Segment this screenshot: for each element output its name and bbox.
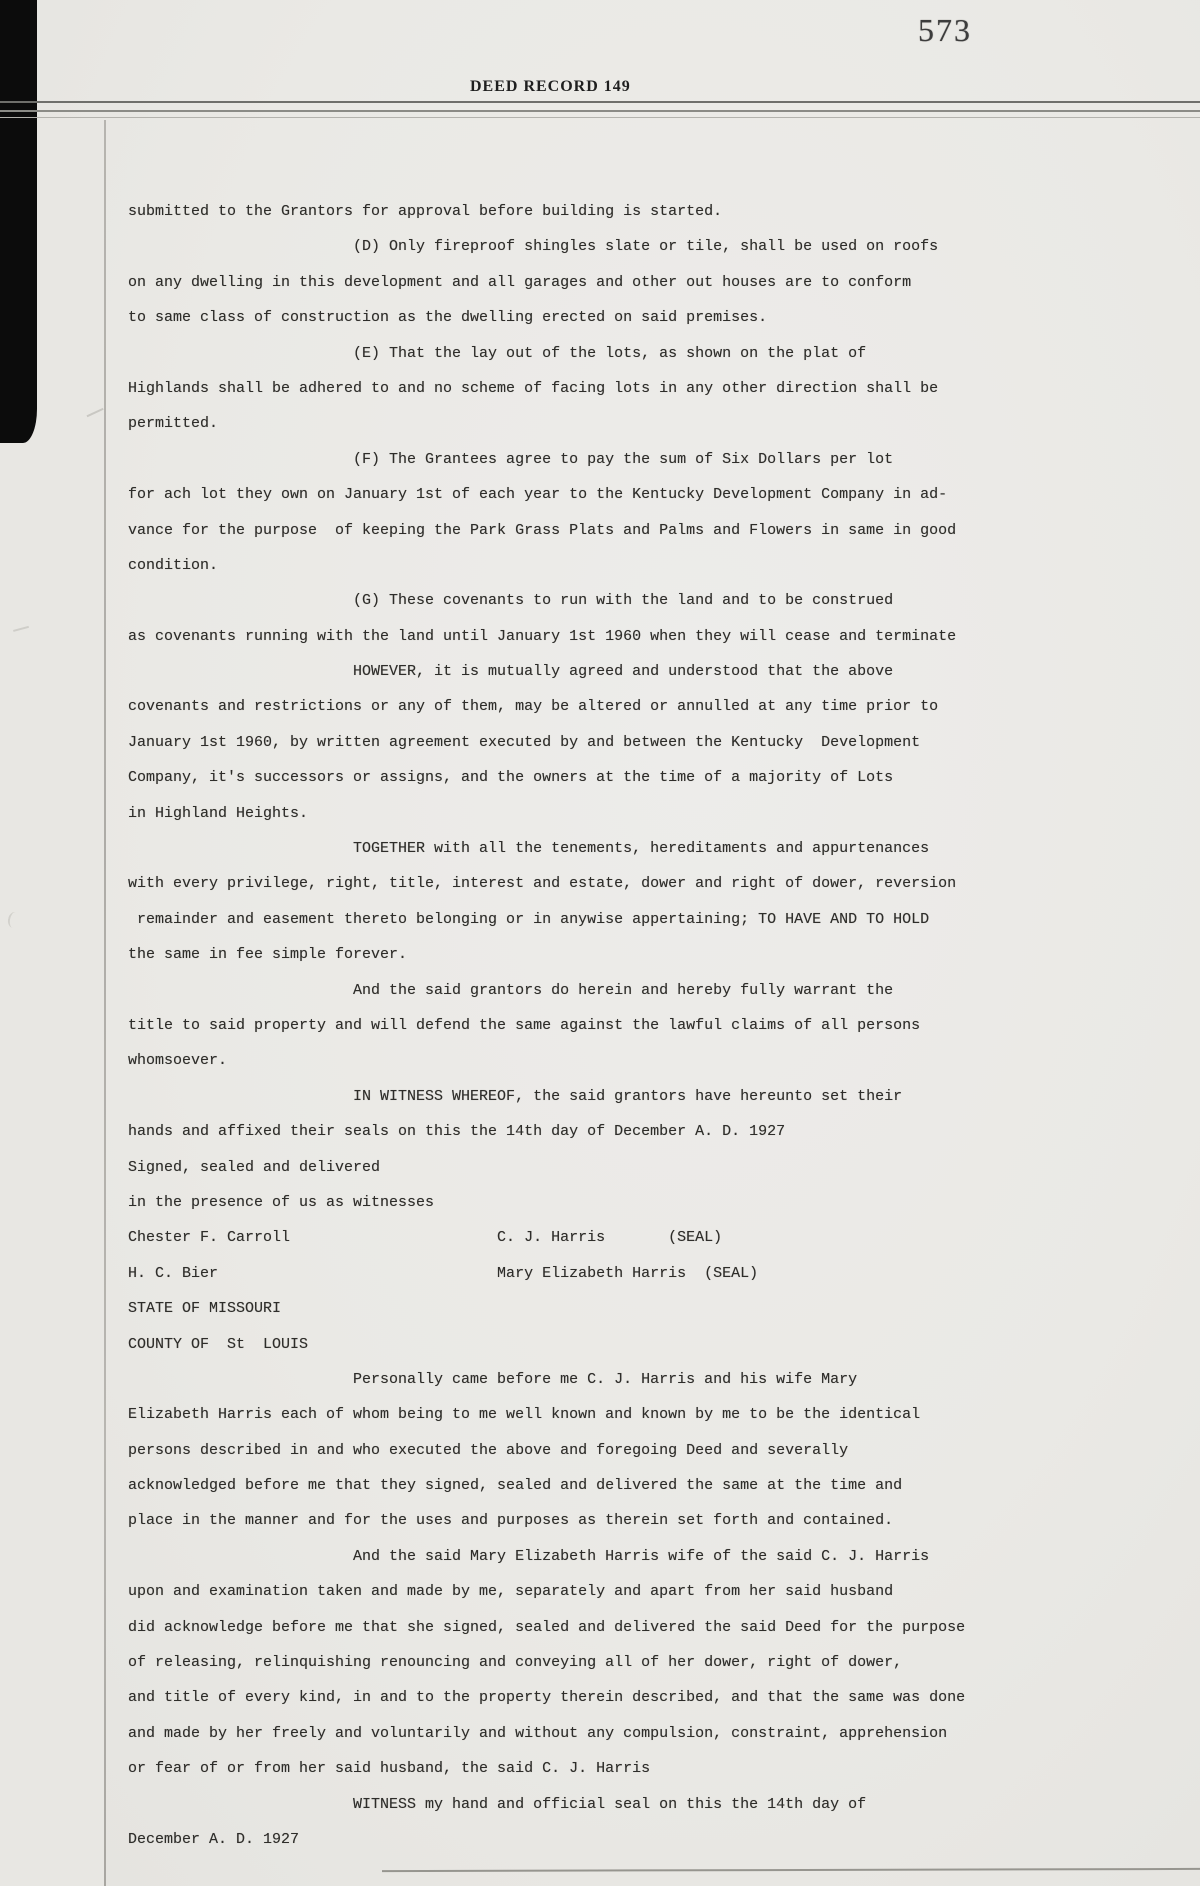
document-line: vance for the purpose of keeping the Park Grass Plats and Palms and Flowers in same in good: [128, 521, 957, 539]
document-line: Highlands shall be adhered to and no scheme of facing lots in any other direction shall be: [128, 379, 939, 397]
document-line: acknowledged before me that they signed, sealed and delivered the same at the time and: [128, 1477, 903, 1495]
document-line: on any dwelling in this development and all garages and other out houses are to conform: [128, 273, 912, 291]
document-line: Company, it's successors or assigns, and the owners at the time of a majority of Lots: [128, 769, 894, 787]
document-line: (G) These covenants to run with the land and to be construed: [128, 592, 894, 610]
bottom-edge-line: [382, 1868, 1200, 1872]
document-line: title to said property and will defend the same against the lawful claims of all persons: [128, 1016, 921, 1034]
document-line: STATE OF MISSOURI: [128, 1300, 282, 1318]
document-line: COUNTY OF St LOUIS: [128, 1335, 309, 1353]
scan-dark-edge: [0, 0, 37, 443]
document-line: as covenants running with the land until January 1st 1960 when they will cease and terminate: [128, 627, 957, 645]
document-line: WITNESS my hand and official seal on this the 14th day of: [128, 1795, 867, 1813]
document-line: in the presence of us as witnesses: [128, 1193, 435, 1211]
document-line: HOWEVER, it is mutually agreed and understood that the above: [128, 663, 894, 681]
document-line: submitted to the Grantors for approval before building is started.: [128, 203, 723, 220]
document-line: covenants and restrictions or any of them, may be altered or annulled at any time prior to: [128, 698, 939, 716]
document-line: with every privilege, right, title, interest and estate, dower and right of dower, reversion: [128, 875, 957, 893]
document-line: did acknowledge before me that she signed, sealed and delivered the said Deed for the purpose: [128, 1618, 966, 1636]
document-line: Chester F. Carroll C. J. Harris (SEAL): [128, 1229, 723, 1247]
header-rule-bottom: [0, 117, 1200, 118]
document-line: Elizabeth Harris each of whom being to me well known and known by me to be the identical: [128, 1406, 921, 1424]
header-rule-top: [0, 101, 1200, 103]
document-line: Personally came before me C. J. Harris and his wife Mary: [128, 1370, 858, 1388]
document-line: IN WITNESS WHEREOF, the said grantors have hereunto set their: [128, 1087, 903, 1105]
document-line: remainder and easement thereto belonging or in anywise appertaining; TO HAVE AND TO HOLD: [128, 910, 930, 928]
document-line: and title of every kind, in and to the property therein described, and that the same was done: [128, 1689, 966, 1707]
document-line: in Highland Heights.: [128, 804, 309, 822]
deed-text-block: [128, 194, 1008, 1857]
document-line: and made by her freely and voluntarily and without any compulsion, constraint, apprehension: [128, 1724, 948, 1742]
document-line: Signed, sealed and delivered: [128, 1158, 381, 1176]
document-line: or fear of or from her said husband, the said C. J. Harris: [128, 1760, 651, 1778]
document-line: (E) That the lay out of the lots, as shown on the plat of: [128, 344, 867, 362]
header-title: DEED RECORD 149: [470, 78, 631, 95]
page-crease-line: [104, 120, 106, 1886]
document-line: place in the manner and for the uses and purposes as therein set forth and contained.: [128, 1512, 894, 1530]
document-line: to same class of construction as the dwelling erected on said premises.: [128, 309, 768, 327]
document-line: for ach lot they own on January 1st of each year to the Kentucky Development Company in ad-: [128, 486, 948, 504]
document-line: condition.: [128, 556, 219, 574]
header-rule-middle: [0, 110, 1200, 112]
document-line: (F) The Grantees agree to pay the sum of Six Dollars per lot: [128, 450, 894, 468]
document-line: permitted.: [128, 415, 219, 433]
document-line: TOGETHER with all the tenements, hereditaments and appurtenances: [128, 840, 930, 858]
document-line: of releasing, relinquishing renouncing and conveying all of her dower, right of dower,: [128, 1654, 903, 1672]
document-line: And the said Mary Elizabeth Harris wife of the said C. J. Harris: [128, 1547, 930, 1565]
document-line: (D) Only fireproof shingles slate or tile, shall be used on roofs: [128, 238, 939, 256]
document-line: whomsoever.: [128, 1052, 228, 1070]
document-line: January 1st 1960, by written agreement executed by and between the Kentucky Development: [128, 733, 921, 751]
document-line: And the said grantors do herein and hereby fully warrant the: [128, 981, 894, 999]
document-line: the same in fee simple forever.: [128, 946, 408, 964]
page-number: 573: [918, 12, 972, 48]
document-line: upon and examination taken and made by me, separately and apart from her said husband: [128, 1583, 894, 1601]
document-line: persons described in and who executed the above and foregoing Deed and severally: [128, 1441, 849, 1459]
document-line: H. C. Bier Mary Elizabeth Harris (SEAL): [128, 1264, 759, 1282]
document-line: hands and affixed their seals on this the 14th day of December A. D. 1927: [128, 1123, 786, 1141]
document-line: December A. D. 1927: [128, 1830, 300, 1848]
